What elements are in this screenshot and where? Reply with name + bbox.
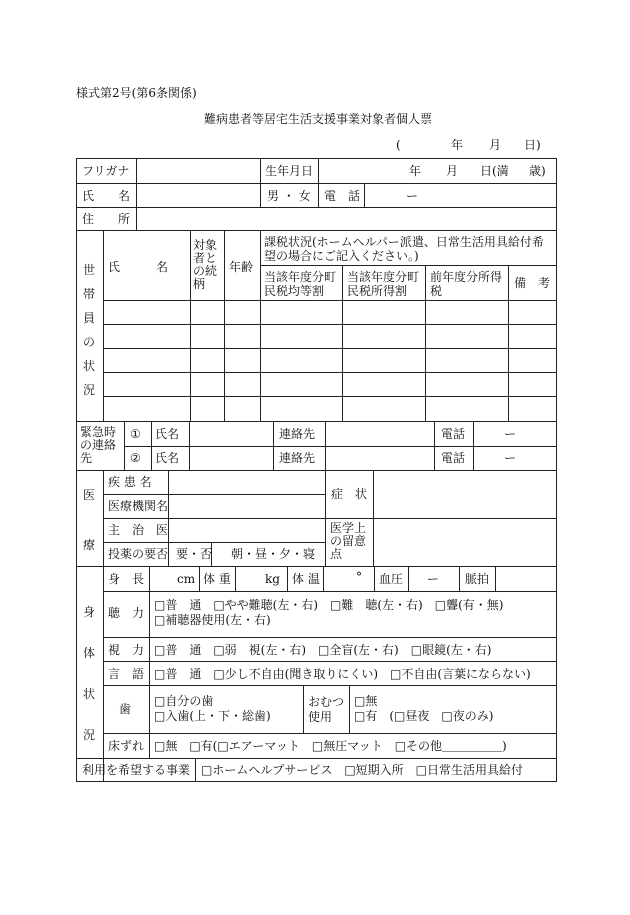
gender-label: 男 ・ 女 — [267, 189, 311, 203]
disease-label: 疾 患 名 — [108, 475, 152, 489]
emergency-name-label-1: 氏名 — [155, 427, 180, 441]
bedsore-options: □無 □有(□エアーマット □無圧マット □その他＿＿＿＿＿) — [154, 739, 507, 753]
temp-label: 体 温 — [292, 572, 320, 586]
diaper-label: おむつ使用 — [308, 695, 345, 724]
bedsore-label: 床ずれ — [108, 739, 145, 753]
speech-options: □普 通 □少し不自由(聞き取りにくい) □不自由(言葉にならない) — [154, 667, 531, 681]
tax-col-income: 当該年度分町民税所得割 — [347, 270, 420, 298]
teeth-own-option: □自分の歯 — [154, 694, 214, 708]
teeth-denture-option: □入歯(上・下・総歯) — [154, 709, 271, 723]
medical-notes-label: 医学上の留意点 — [330, 521, 367, 561]
bp-label: 血圧 — [379, 572, 404, 586]
birth-year: 年 — [409, 164, 422, 178]
teeth-label: 歯 — [119, 702, 132, 716]
tax-col-equal: 当該年度分町民税均等割 — [264, 270, 337, 298]
institution-label: 医療機関名 — [108, 499, 169, 513]
physical-side-label: 身 体 状 況 — [82, 605, 95, 742]
emergency-contact-label-1: 連絡先 — [279, 427, 316, 441]
emergency-contact-label-2: 連絡先 — [279, 451, 316, 465]
doctor-label: 主 治 医 — [108, 523, 169, 537]
weight-label: 体 重 — [203, 572, 231, 586]
diaper-yes-option: □有 (□昼夜 □夜のみ) — [354, 709, 494, 723]
height-label: 身 長 — [108, 572, 145, 586]
emergency-phone-dash-1: ー — [504, 427, 517, 441]
birthdate-label: 生年月日 — [265, 164, 314, 178]
emergency-phone-label-1: 電話 — [441, 427, 466, 441]
birth-day-age: 日(満 — [480, 164, 509, 178]
household-col-relation: 対象者との続柄 — [193, 238, 218, 291]
date-day: 日) — [524, 138, 541, 152]
hearing-options: □普 通 □やや難聴(左・右) □難 聴(左・右) □聾(有・無) — [154, 598, 504, 612]
symptoms-label: 症 状 — [331, 487, 368, 501]
birth-age-unit: 歳) — [529, 164, 546, 178]
services-label: 利用を希望する事業 — [82, 763, 191, 777]
date-year: 年 — [451, 138, 464, 152]
household-col-age: 年齢 — [229, 260, 254, 274]
emergency-no2: ② — [130, 451, 141, 465]
hearing-label: 聴 力 — [108, 606, 145, 620]
diaper-none-option: □無 — [354, 694, 378, 708]
temp-unit: ° — [356, 570, 362, 584]
services-options: □ホームヘルプサービス □短期入所 □日常生活用具給付 — [201, 763, 524, 777]
form-number: 様式第2号(第6条関係) — [76, 86, 197, 100]
date-month: 月 — [489, 138, 502, 152]
household-col-remarks: 備 考 — [514, 276, 551, 290]
birth-month: 月 — [446, 164, 459, 178]
pulse-label: 脈拍 — [465, 572, 490, 586]
weight-unit: kg — [265, 572, 280, 586]
tax-status-header: 課税状況(ホームヘルパー派遣、日常生活用具給付希望の場合にご記入ください。) — [264, 235, 544, 263]
medical-side-label-2: 療 — [83, 538, 96, 552]
emergency-name-label-2: 氏名 — [155, 451, 180, 465]
bp-dash: ー — [427, 572, 440, 586]
speech-label: 言 語 — [108, 667, 145, 681]
medication-label: 投薬の要否 — [108, 547, 169, 561]
vision-options: □普 通 □弱 視(左・右) □全盲(左・右) □眼鏡(左・右) — [154, 643, 492, 657]
phone-label: 電 話 — [324, 189, 361, 203]
emergency-phone-label-2: 電話 — [441, 451, 466, 465]
medication-times: 朝・昼・夕・寝 — [231, 547, 316, 561]
household-col-name: 氏 名 — [108, 260, 169, 274]
form-title: 難病患者等居宅生活支援事業対象者個人票 — [204, 112, 433, 126]
emergency-phone-dash-2: ー — [504, 451, 517, 465]
phone-dash: ー — [406, 189, 419, 203]
medical-side-label-1: 医 — [83, 488, 96, 502]
date-open: ( — [396, 138, 401, 152]
height-unit: cm — [177, 572, 196, 586]
hearing-aid-option: □補聴器使用(左・右) — [154, 613, 271, 627]
household-side-label: 世 帯 員 の 状 況 — [82, 263, 95, 397]
tax-col-prev-year: 前年度分所得税 — [430, 270, 503, 298]
furigana-label: フリガナ — [82, 164, 130, 178]
emergency-no1: ① — [130, 427, 141, 441]
address-label: 住 所 — [82, 212, 131, 226]
emergency-label: 緊急時の連絡先 — [80, 425, 117, 465]
medication-yes-no: 要・否 — [176, 547, 213, 561]
vision-label: 視 力 — [108, 643, 145, 657]
name-label: 氏 名 — [82, 189, 131, 203]
